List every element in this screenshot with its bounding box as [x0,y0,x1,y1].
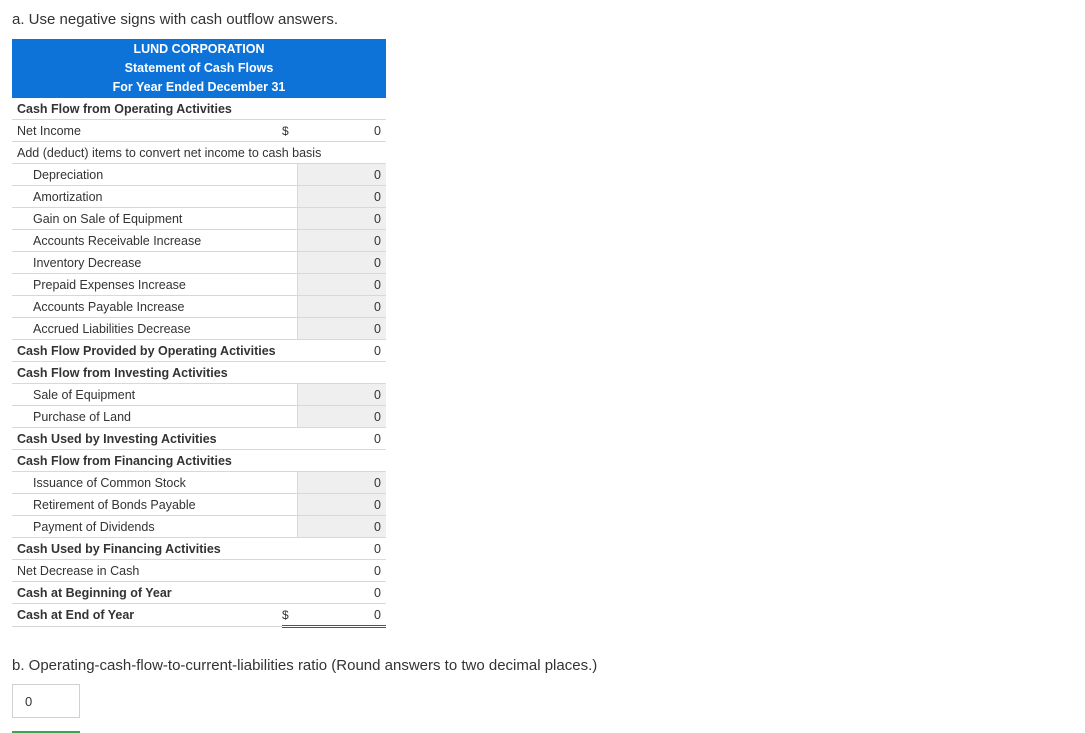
instruction-part-b: b. Operating-cash-flow-to-current-liabilities ratio (Round answers to two decimal places.) [12,657,598,674]
statement-title: Statement of Cash Flows [124,61,274,75]
statement-period: For Year Ended December 31 [112,80,286,94]
cash-end-value: 0 [298,604,386,627]
gain-sale-equipment-label: Gain on Sale of Equipment [12,208,298,230]
accrued-liabilities-label: Accrued Liabilities Decrease [12,318,298,340]
accounts-payable-input[interactable]: 0 [298,296,386,318]
table-row [12,296,386,318]
accounts-payable-label: Accounts Payable Increase [12,296,298,318]
accounts-receivable-label: Accounts Receivable Increase [12,230,298,252]
purchase-land-label: Purchase of Land [12,406,298,428]
table-row [12,362,386,384]
prepaid-expenses-input[interactable]: 0 [298,274,386,296]
inventory-input[interactable]: 0 [298,252,386,274]
gain-sale-equipment-input[interactable]: 0 [298,208,386,230]
table-row [12,340,386,362]
prepaid-expenses-label: Prepaid Expenses Increase [12,274,298,296]
payment-dividends-label: Payment of Dividends [12,516,298,538]
statement-table [12,98,386,628]
issuance-stock-label: Issuance of Common Stock [12,472,298,494]
amortization-label: Amortization [12,186,298,208]
table-row [12,560,386,582]
net-decrease-label: Net Decrease in Cash [12,560,298,582]
table-row [12,538,386,560]
currency-symbol: $ [282,120,298,142]
accounts-receivable-input[interactable]: 0 [298,230,386,252]
cash-flow-statement [12,39,386,628]
table-row [12,450,386,472]
currency-symbol: $ [282,604,298,627]
retirement-bonds-input[interactable]: 0 [298,494,386,516]
investing-heading: Cash Flow from Investing Activities [12,362,386,384]
table-row [12,142,386,164]
table-row [12,208,386,230]
table-row [12,494,386,516]
investing-total-value: 0 [298,428,386,450]
cash-end-label: Cash at End of Year [12,604,282,627]
operating-total-label: Cash Flow Provided by Operating Activities [12,340,298,362]
amortization-input[interactable]: 0 [298,186,386,208]
adjustments-label: Add (deduct) items to convert net income to cash basis [12,142,386,164]
retirement-bonds-label: Retirement of Bonds Payable [12,494,298,516]
table-row [12,120,386,142]
net-income-label: Net Income [12,120,282,142]
instruction-part-a: a. Use negative signs with cash outflow answers. [12,11,338,28]
net-decrease-value: 0 [298,560,386,582]
operating-total-value: 0 [298,340,386,362]
depreciation-input[interactable]: 0 [298,164,386,186]
table-row [12,230,386,252]
operating-heading: Cash Flow from Operating Activities [12,98,386,120]
net-income-value: 0 [298,120,386,142]
issuance-stock-input[interactable]: 0 [298,472,386,494]
table-row [12,164,386,186]
table-row [12,186,386,208]
sale-equipment-input[interactable]: 0 [298,384,386,406]
ratio-input[interactable]: 0 [12,684,80,718]
table-row [12,472,386,494]
financing-total-value: 0 [298,538,386,560]
table-row [12,582,386,604]
purchase-land-input[interactable]: 0 [298,406,386,428]
table-row [12,318,386,340]
table-row [12,252,386,274]
table-row [12,406,386,428]
cash-beginning-value: 0 [298,582,386,604]
investing-total-label: Cash Used by Investing Activities [12,428,298,450]
accrued-liabilities-input[interactable]: 0 [298,318,386,340]
table-row [12,604,386,627]
financing-heading: Cash Flow from Financing Activities [12,450,386,472]
depreciation-label: Depreciation [12,164,298,186]
sale-equipment-label: Sale of Equipment [12,384,298,406]
statement-header [12,39,386,98]
table-row [12,98,386,120]
table-row [12,516,386,538]
cash-beginning-label: Cash at Beginning of Year [12,582,298,604]
payment-dividends-input[interactable]: 0 [298,516,386,538]
financing-total-label: Cash Used by Financing Activities [12,538,298,560]
inventory-label: Inventory Decrease [12,252,298,274]
table-row [12,274,386,296]
company-name: LUND CORPORATION [133,42,265,56]
table-row [12,384,386,406]
table-row [12,428,386,450]
